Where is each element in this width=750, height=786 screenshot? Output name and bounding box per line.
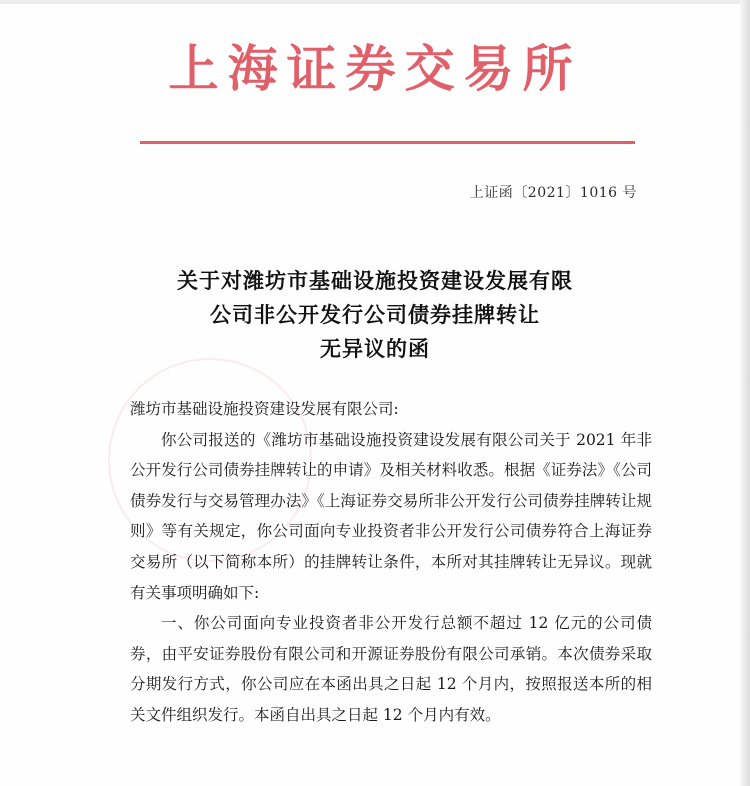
body-paragraph-2: 一、你公司面向专业投资者非公开发行总额不超过 12 亿元的公司债券，由平安证券股份有限公司和开源证券股份有限公司承销。本次债券采取分期发行方式，你公司应在本函出具之日起 12 个月内，按照报送本所的相关文件组织发行。本函自出具之日起 12 个月内有效。 <box>130 614 652 724</box>
letterhead-title: 上海证券交易所 <box>168 39 582 98</box>
title-line-1: 关于对潍坊市基础设施投资建设发展有限 <box>177 269 573 293</box>
document-number: 上证函〔2021〕1016 号 <box>469 185 637 201</box>
title-line-3: 无异议的函 <box>320 337 430 361</box>
body-paragraph-1: 你公司报送的《潍坊市基础设施投资建设发展有限公司关于 2021 年非公开发行公司债券挂牌转让的申请》及相关材料收悉。根据《证券法》《公司债券发行与交易管理办法》《上海证券交易所非公开发行公司债券挂牌转让规则》等有关规定，你公司面向专业投资者非公开发行公司债券符合上海证券交易所（以下简称本所）的挂牌转让条件，本所对其挂牌转让无异议。现就有关事项明确如下: <box>130 430 652 602</box>
salutation: 潍坊市基础设施投资建设发展有限公司: <box>130 400 399 418</box>
document-title <box>0 264 750 366</box>
letterhead-red-rule <box>140 141 635 144</box>
title-line-2: 公司非公开发行公司债券挂牌转让 <box>210 303 540 327</box>
scan-right-edge <box>740 0 750 786</box>
document-body <box>130 394 652 731</box>
scan-top-edge <box>0 0 750 4</box>
